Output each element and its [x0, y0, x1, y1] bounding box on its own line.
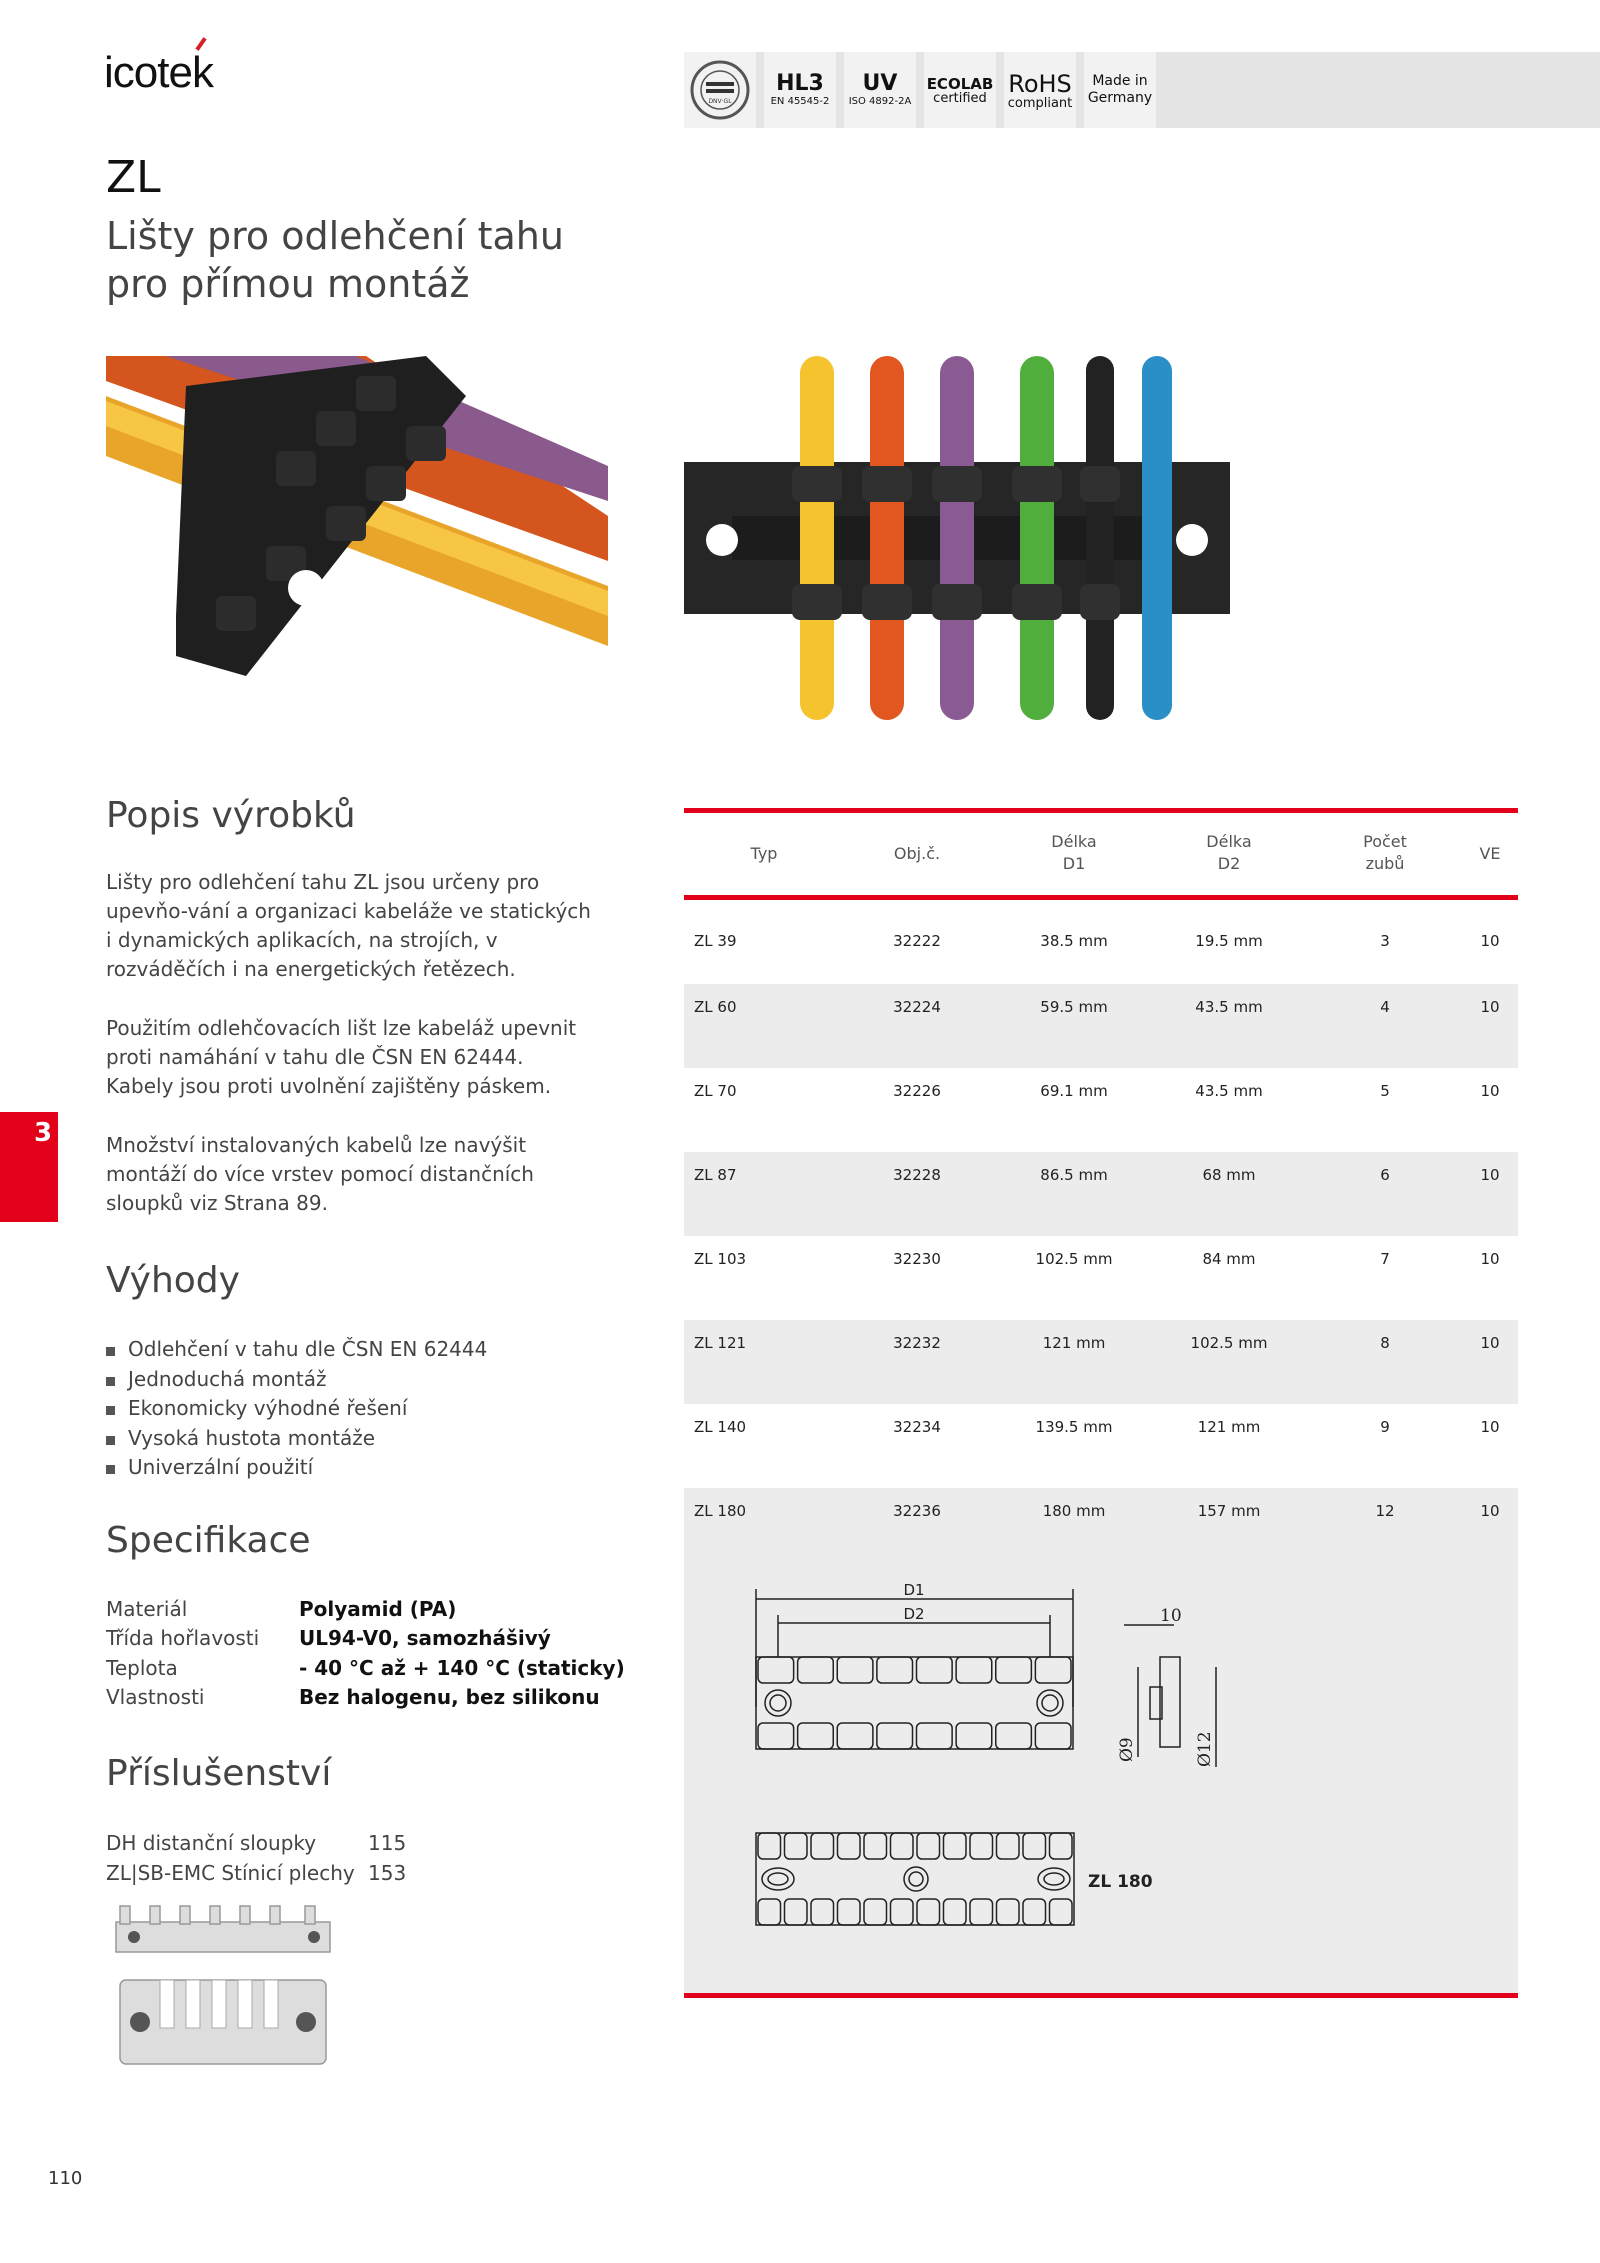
- product-photo-angled: [106, 356, 608, 690]
- page-number: 110: [48, 2168, 83, 2189]
- col-header-d2: Délka D2: [1206, 832, 1252, 873]
- cell-d2: 157 mm: [1197, 1502, 1261, 1520]
- accessory-image: [110, 1900, 336, 2070]
- table-header: [684, 813, 1518, 895]
- page-subtitle: Lišty pro odlehčení tahu pro přímou montáž: [106, 214, 564, 306]
- cell-d1: 139.5 mm: [1035, 1418, 1113, 1436]
- cell-d1: 59.5 mm: [1040, 998, 1108, 1016]
- made-in-germany-badge: Made in Germany: [1084, 52, 1160, 128]
- cell-d1: 121 mm: [1042, 1334, 1106, 1352]
- cell-type: ZL 60: [694, 998, 737, 1016]
- accessory-row[interactable]: DH distanční sloupky 115: [106, 1831, 407, 1855]
- advantages-list: [106, 1335, 487, 1483]
- cell-d2: 43.5 mm: [1195, 1082, 1263, 1100]
- cell-type: ZL 140: [694, 1418, 747, 1436]
- cell-d1: 180 mm: [1042, 1502, 1106, 1520]
- chapter-tab: 3: [0, 1112, 58, 1222]
- cell-type: ZL 103: [694, 1250, 747, 1268]
- cell-type: ZL 180: [694, 1502, 747, 1520]
- col-header-ve: VE: [1479, 844, 1501, 863]
- table-row: [684, 1068, 1518, 1152]
- list-item: Ekonomicky výhodné řešení: [106, 1394, 487, 1424]
- svg-text:D1: D1: [903, 1581, 925, 1599]
- cell-teeth: 8: [1380, 1334, 1390, 1352]
- hl3-badge: HL3 EN 45545-2: [764, 52, 840, 128]
- table-bottom-rule: [684, 1993, 1518, 1998]
- description-paragraph-1: Lišty pro odlehčení tahu ZL jsou určeny pro upevňo-vání a organizaci kabeláže ve statických i dynamických aplikacích, na strojích, v rozváděčích i na energetických řetězech.: [106, 870, 591, 981]
- cell-teeth: 6: [1380, 1166, 1390, 1184]
- cell-ve: 10: [1480, 1334, 1500, 1352]
- cell-d1: 38.5 mm: [1040, 932, 1108, 950]
- cell-ve: 10: [1480, 998, 1500, 1016]
- cell-teeth: 4: [1380, 998, 1390, 1016]
- list-item: Odlehčení v tahu dle ČSN EN 62444: [106, 1335, 487, 1365]
- rohs-badge: RoHS compliant: [1004, 52, 1080, 128]
- certification-strip: [684, 52, 1600, 128]
- train-icon: HL3: [776, 71, 824, 96]
- table-row: [684, 1404, 1518, 1488]
- svg-text:ZL 180: ZL 180: [1088, 1872, 1153, 1892]
- description-paragraph-3: Množství instalovaných kabelů lze navýšit montáží do více vrstev pomocí distančních sloupků viz Strana 89.: [106, 1133, 534, 1215]
- list-item: Jednoduchá montáž: [106, 1365, 487, 1395]
- cell-ve: 10: [1480, 1418, 1500, 1436]
- cell-order-no: 32232: [893, 1334, 941, 1352]
- cell-ve: 10: [1480, 1250, 1500, 1268]
- description-paragraph-2: Použitím odlehčovacích lišt lze kabeláž upevnit proti namáhání v tahu dle ČSN EN 62444. Kabely jsou proti uvolnění zajištěny páskem.: [106, 1016, 577, 1098]
- list-item: Vysoká hustota montáže: [106, 1424, 487, 1454]
- cell-teeth: 9: [1380, 1418, 1390, 1436]
- cell-d1: 69.1 mm: [1040, 1082, 1108, 1100]
- sun-icon: UV: [862, 71, 898, 96]
- svg-text:Ø9: Ø9: [1117, 1737, 1137, 1762]
- col-header-type: Typ: [750, 844, 778, 863]
- dnv-seal-icon: [684, 52, 760, 128]
- cell-order-no: 32234: [893, 1418, 941, 1436]
- cell-teeth: 7: [1380, 1250, 1390, 1268]
- advantages-heading: Výhody: [106, 1260, 240, 1301]
- cell-type: ZL 39: [694, 932, 737, 950]
- cell-order-no: 32222: [893, 932, 941, 950]
- cell-ve: 10: [1480, 1082, 1500, 1100]
- cell-order-no: 32226: [893, 1082, 941, 1100]
- cell-order-no: 32230: [893, 1250, 941, 1268]
- svg-text:Ø12: Ø12: [1195, 1731, 1215, 1767]
- cell-teeth: 3: [1380, 932, 1390, 950]
- accessories-heading: Příslušenství: [106, 1753, 332, 1794]
- cell-teeth: 5: [1380, 1082, 1390, 1100]
- ecolab-badge: ECOLAB certified: [924, 52, 1000, 128]
- table-row: [684, 1320, 1518, 1404]
- cell-d2: 102.5 mm: [1190, 1334, 1268, 1352]
- cell-order-no: 32224: [893, 998, 941, 1016]
- cell-type: ZL 70: [694, 1082, 737, 1100]
- technical-drawing: [684, 1567, 1518, 1993]
- cell-ve: 10: [1480, 1166, 1500, 1184]
- cell-order-no: 32236: [893, 1502, 941, 1520]
- cell-teeth: 12: [1375, 1502, 1395, 1520]
- col-header-teeth: Počet zubů: [1363, 832, 1407, 873]
- svg-text:10: 10: [1160, 1606, 1182, 1626]
- list-item: Univerzální použití: [106, 1453, 487, 1483]
- table-body: [684, 900, 1518, 1572]
- cell-d2: 68 mm: [1202, 1166, 1256, 1184]
- svg-text:D2: D2: [903, 1605, 925, 1623]
- cell-d2: 84 mm: [1202, 1250, 1256, 1268]
- cell-ve: 10: [1480, 932, 1500, 950]
- cell-d2: 19.5 mm: [1195, 932, 1263, 950]
- table-row: [684, 1152, 1518, 1236]
- cell-d2: 43.5 mm: [1195, 998, 1263, 1016]
- accessory-row[interactable]: ZL|SB-EMC Stínicí plechy 153: [106, 1861, 407, 1885]
- uv-badge: UV ISO 4892-2A: [844, 52, 920, 128]
- cell-type: ZL 87: [694, 1166, 737, 1184]
- page-title: ZL: [106, 152, 161, 203]
- cell-ve: 10: [1480, 1502, 1500, 1520]
- svg-text:DNV·GL: DNV·GL: [708, 98, 732, 105]
- product-photo-front: [682, 356, 1232, 720]
- col-header-d1: Délka D1: [1051, 832, 1097, 873]
- cell-order-no: 32228: [893, 1166, 941, 1184]
- specification-heading: Specifikace: [106, 1520, 311, 1561]
- cell-d1: 86.5 mm: [1040, 1166, 1108, 1184]
- cell-d1: 102.5 mm: [1035, 1250, 1113, 1268]
- table-row: [684, 900, 1518, 984]
- icotek-logo: icotek: [104, 48, 213, 98]
- cell-type: ZL 121: [694, 1334, 747, 1352]
- cell-d2: 121 mm: [1197, 1418, 1261, 1436]
- product-table: [684, 808, 1518, 1572]
- table-row: [684, 1236, 1518, 1320]
- table-row: [684, 1488, 1518, 1572]
- description-heading: Popis výrobků: [106, 795, 356, 836]
- table-row: [684, 984, 1518, 1068]
- col-header-order-no: Obj.č.: [893, 844, 941, 863]
